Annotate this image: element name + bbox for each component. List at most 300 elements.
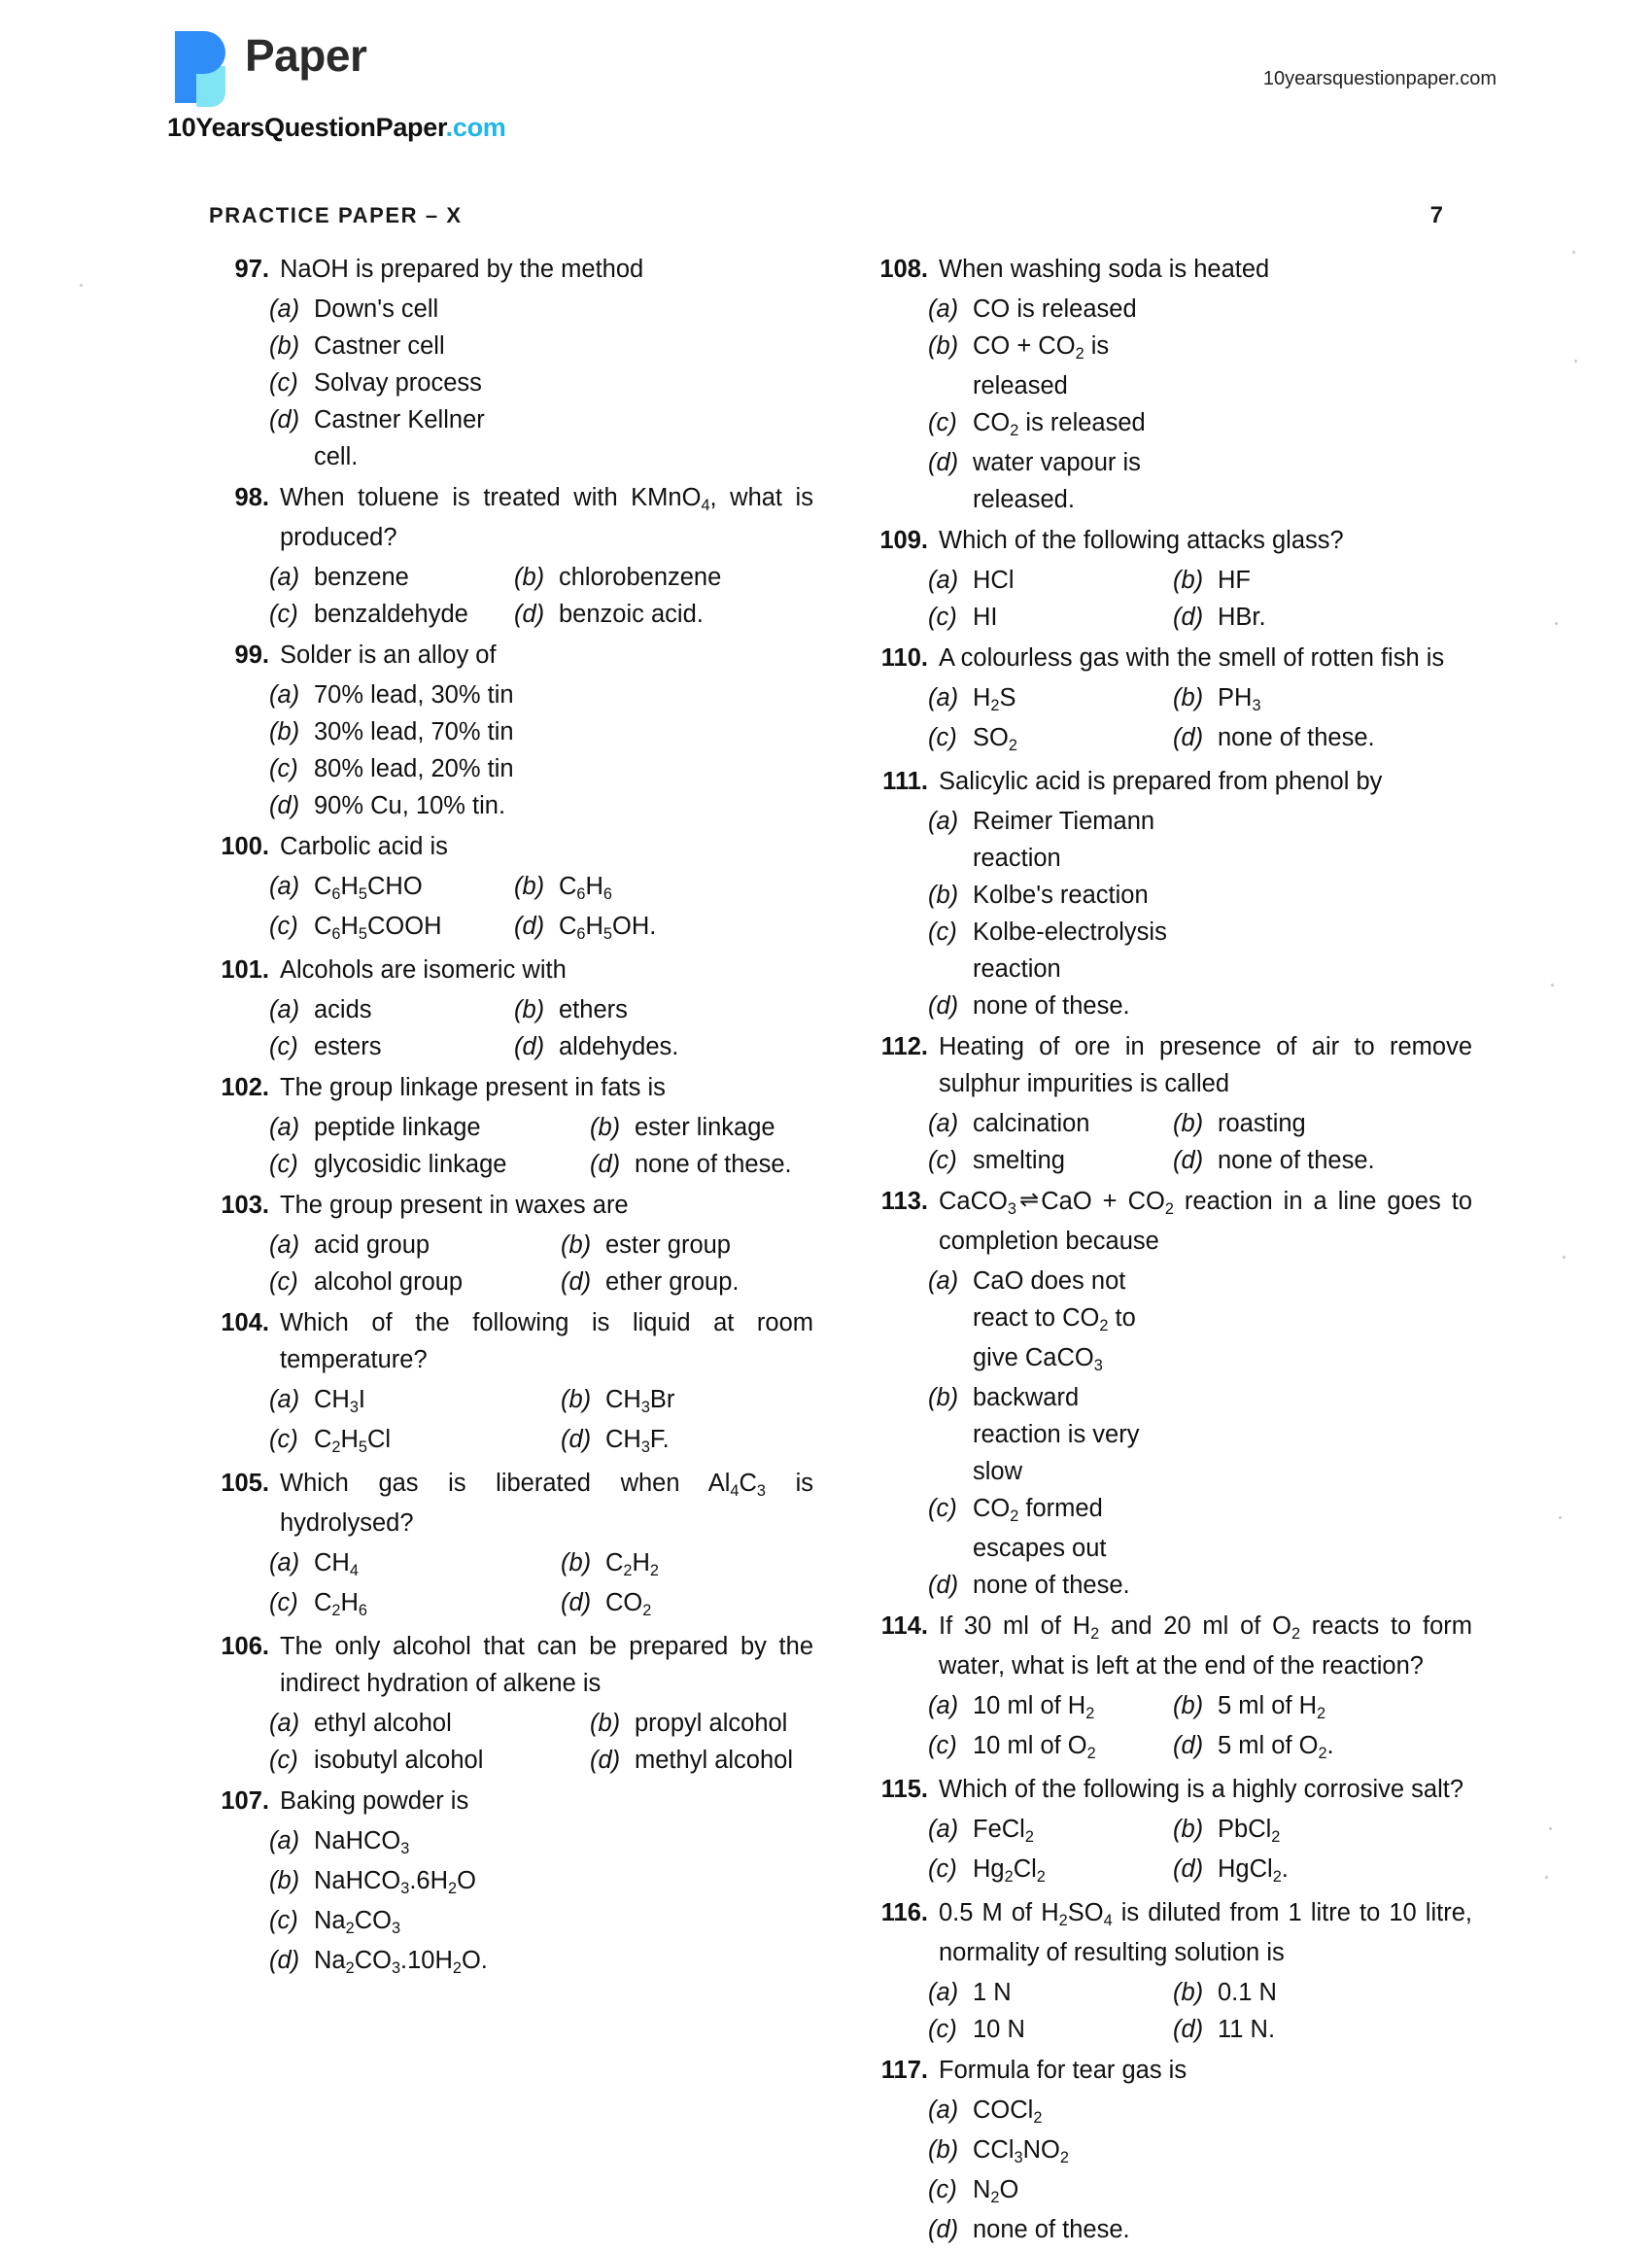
left-question-column [209, 251, 813, 2252]
option-item[interactable] [590, 1705, 787, 1742]
option-item[interactable] [1173, 1142, 1375, 1179]
question-text: When washing soda is heated [939, 256, 1270, 283]
right-question-column [868, 251, 1472, 2252]
option-row [928, 914, 1472, 987]
option-item[interactable] [1173, 719, 1375, 759]
option-value: Reimer Tiemann reaction [973, 808, 1155, 872]
option-item[interactable] [928, 291, 1173, 328]
option-value: backward reaction is very slow [973, 1384, 1140, 1485]
option-value: $H_2S$ [973, 684, 1016, 714]
question-number: 112. [880, 1033, 928, 1060]
option-value: propyl alcohol [635, 1710, 788, 1737]
question-text: Formula for tear gas is [939, 2057, 1187, 2084]
option-row [928, 679, 1472, 719]
option-label: (b) [1173, 1110, 1204, 1137]
option-item[interactable] [928, 914, 1173, 987]
option-item[interactable] [269, 328, 514, 364]
site-name-tld: .com [445, 113, 506, 142]
option-item[interactable] [928, 1727, 1173, 1767]
option-label: (a) [269, 1386, 300, 1413]
question-text: The only alcohol that can be prepared by the indirect hydration of alkene is [280, 1633, 813, 1697]
option-label: (b) [269, 332, 300, 360]
option-item[interactable] [269, 1584, 561, 1624]
option-list [269, 1705, 813, 1779]
question-text: Heating of ore in presence of air to remove sulphur impurities is called [939, 1033, 1472, 1097]
option-label: (c) [269, 1747, 298, 1774]
question-block [209, 1628, 813, 1779]
question-text: NaOH is prepared by the method [280, 256, 644, 283]
option-item[interactable] [928, 877, 1173, 914]
option-item[interactable] [590, 1146, 792, 1183]
option-row [928, 2092, 1472, 2131]
option-item[interactable] [928, 803, 1173, 877]
option-item[interactable] [269, 787, 514, 824]
option-list [928, 2092, 1472, 2248]
option-item[interactable] [269, 1028, 514, 1065]
option-item[interactable] [928, 1490, 1173, 1567]
option-item[interactable] [269, 991, 514, 1028]
option-row [269, 1227, 813, 1264]
option-item[interactable] [269, 1109, 590, 1146]
option-row [928, 987, 1472, 1024]
option-value: 90% Cu, 10% tin. [314, 792, 506, 819]
option-item[interactable] [928, 1811, 1173, 1851]
option-label: (b) [1173, 1979, 1204, 2006]
question-block [868, 1183, 1472, 1604]
question-stem [209, 1187, 813, 1224]
option-list [269, 1381, 813, 1461]
option-row [928, 877, 1472, 914]
option-label: (b) [1173, 684, 1204, 711]
question-stem [868, 763, 1472, 800]
option-row [928, 2011, 1472, 2048]
option-list [269, 1544, 813, 1624]
option-value: calcination [973, 1110, 1090, 1137]
option-item[interactable] [928, 1263, 1173, 1379]
option-list [928, 1105, 1472, 1179]
option-row [928, 599, 1472, 636]
option-row [269, 1705, 813, 1742]
question-stem [868, 1771, 1472, 1808]
option-row [269, 868, 813, 908]
option-item[interactable] [590, 1109, 775, 1146]
option-label: (b) [928, 2136, 959, 2164]
option-item[interactable] [1173, 599, 1266, 636]
option-list [928, 562, 1472, 636]
option-item[interactable] [928, 1974, 1173, 2011]
option-row [928, 562, 1472, 599]
option-label: (d) [1173, 1147, 1204, 1174]
option-value: none of these. [635, 1151, 792, 1178]
option-value: $CH_3Br$ [605, 1386, 675, 1416]
option-item[interactable] [269, 1544, 561, 1584]
option-value: COCl$_2$ [973, 2096, 1043, 2127]
question-number: 110. [880, 644, 928, 672]
question-block [209, 637, 813, 824]
option-value: $C_2H_2$ [605, 1549, 659, 1579]
option-row [928, 328, 1472, 404]
question-block [209, 1783, 813, 1982]
option-item[interactable] [590, 1742, 793, 1779]
option-value: 30% lead, 70% tin [314, 718, 514, 745]
page-running-head [209, 202, 1443, 229]
option-label: (c) [269, 1151, 298, 1178]
option-item[interactable] [928, 328, 1173, 404]
question-block [209, 479, 813, 633]
option-label: (a) [269, 1710, 300, 1737]
option-value: ether group. [605, 1268, 740, 1296]
option-row [928, 2131, 1472, 2171]
option-item[interactable] [514, 596, 704, 633]
option-item[interactable] [269, 596, 514, 633]
option-item[interactable] [928, 679, 1173, 719]
option-item[interactable] [561, 1421, 670, 1461]
option-item[interactable] [561, 1264, 740, 1300]
option-value: $SO_2$ [973, 724, 1017, 754]
option-item[interactable] [928, 2092, 1173, 2131]
option-label: (a) [269, 564, 300, 591]
option-label: (c) [269, 755, 298, 782]
option-value: NaHCO$_3$ [314, 1827, 410, 1857]
option-item[interactable] [928, 562, 1173, 599]
site-name [167, 113, 506, 143]
option-item[interactable] [269, 1264, 561, 1300]
option-list [269, 1822, 813, 1982]
question-block [868, 1771, 1472, 1890]
option-value: acids [314, 996, 372, 1023]
question-text: A colourless gas with the smell of rotten fish is [939, 644, 1445, 672]
option-value: $CO_2$ formed escapes out [973, 1495, 1107, 1562]
option-label: (a) [928, 295, 959, 323]
scan-speck [1555, 622, 1558, 625]
question-number: 108. [879, 256, 928, 283]
option-row [269, 596, 813, 633]
option-item[interactable] [1173, 2011, 1275, 2048]
option-value: ethers [559, 996, 628, 1023]
question-text: Which of the following attacks glass? [939, 527, 1344, 554]
brand-logo-group [167, 27, 366, 107]
option-list [928, 291, 1472, 518]
site-name-main: 10YearsQuestionPaper [167, 113, 446, 142]
question-stem [868, 1608, 1472, 1684]
option-label: (b) [561, 1549, 592, 1576]
option-item[interactable] [269, 1902, 514, 1942]
option-item[interactable] [269, 559, 514, 596]
question-stem [209, 1069, 813, 1106]
question-stem [868, 2052, 1472, 2089]
option-item[interactable] [269, 1705, 590, 1742]
option-item[interactable] [561, 1227, 731, 1264]
option-label: (d) [1173, 2016, 1204, 2043]
option-item[interactable] [928, 2011, 1173, 2048]
option-row [269, 1381, 813, 1421]
option-label: (c) [928, 409, 957, 436]
option-label: (c) [269, 369, 298, 397]
option-row [269, 1822, 813, 1862]
option-item[interactable] [269, 1146, 590, 1183]
scan-speck [1549, 1827, 1552, 1830]
option-item[interactable] [514, 991, 628, 1028]
option-label: (d) [561, 1589, 592, 1616]
question-text: The group linkage present in fats is [280, 1074, 666, 1101]
option-item[interactable] [928, 2211, 1173, 2248]
option-list [269, 868, 813, 948]
option-item[interactable] [928, 599, 1173, 636]
option-item[interactable] [928, 1142, 1173, 1179]
option-item[interactable] [1173, 1105, 1306, 1142]
question-number: 106. [221, 1633, 269, 1660]
option-row [928, 1567, 1472, 1604]
option-row [269, 787, 813, 824]
option-row [269, 1902, 813, 1942]
option-item[interactable] [928, 1379, 1173, 1490]
scan-speck [1559, 1516, 1562, 1519]
option-item[interactable] [1173, 1687, 1325, 1727]
question-number: 113. [880, 1188, 928, 1215]
option-item[interactable] [269, 401, 514, 475]
option-label: (c) [269, 601, 298, 628]
option-value: peptide linkage [314, 1114, 481, 1141]
option-value: 11 N. [1218, 2016, 1276, 2043]
question-block [209, 1304, 813, 1461]
option-value: $Na_2CO_3.10H_2O$. [314, 1947, 488, 1977]
option-value: HF [1218, 567, 1251, 594]
option-value: HCl [973, 567, 1015, 594]
option-row [928, 1490, 1472, 1567]
question-number: 104. [221, 1309, 269, 1336]
option-label: (a) [269, 1549, 300, 1576]
option-value: 5 ml of $H_2$ [1218, 1692, 1326, 1722]
option-label: (c) [928, 1495, 957, 1522]
option-item[interactable] [1173, 1851, 1289, 1890]
option-item[interactable] [269, 1227, 561, 1264]
question-stem [209, 479, 813, 556]
option-label: (d) [1173, 1855, 1204, 1883]
question-stem [209, 1465, 813, 1542]
option-label: (c) [928, 724, 957, 751]
option-label: (d) [514, 601, 545, 628]
option-label: (b) [590, 1710, 621, 1737]
option-label: (b) [561, 1231, 592, 1259]
option-item[interactable] [928, 1105, 1173, 1142]
option-item[interactable] [514, 559, 721, 596]
option-item[interactable] [928, 2131, 1173, 2171]
option-value: CaO does not react to $CO_2$ to give CaCO$_3$ [973, 1267, 1136, 1374]
option-label: (a) [269, 295, 300, 323]
option-item[interactable] [1173, 1811, 1280, 1851]
question-number: 111. [882, 768, 928, 795]
option-row [269, 401, 813, 475]
option-label: (d) [1173, 724, 1204, 751]
option-value: HgCl$_2$. [1218, 1855, 1289, 1886]
option-item[interactable] [1173, 679, 1261, 719]
option-label: (c) [928, 1732, 957, 1759]
option-label: (b) [514, 996, 545, 1023]
question-stem [868, 522, 1472, 559]
question-text: Baking powder is [280, 1787, 469, 1815]
question-number: 101. [221, 956, 269, 984]
option-label: (c) [928, 918, 957, 946]
question-block [209, 828, 813, 948]
option-item[interactable] [269, 291, 514, 328]
option-row [269, 908, 813, 948]
question-stem [209, 828, 813, 865]
option-value: esters [314, 1033, 382, 1060]
option-label: (c) [269, 1426, 298, 1453]
option-item[interactable] [1173, 1727, 1334, 1767]
option-item[interactable] [928, 1851, 1173, 1890]
scan-speck [1574, 360, 1577, 363]
option-label: (a) [928, 808, 959, 835]
option-value: benzene [314, 564, 409, 591]
question-number: 99. [234, 641, 269, 669]
option-value: Down's cell [314, 295, 439, 323]
option-item[interactable] [928, 1687, 1173, 1727]
option-list [928, 1974, 1472, 2048]
option-item[interactable] [269, 1942, 514, 1982]
option-value: 1 N [973, 1979, 1012, 2006]
option-label: (d) [590, 1151, 621, 1178]
option-label: (c) [269, 1589, 298, 1616]
option-item[interactable] [269, 676, 514, 713]
option-value: smelting [973, 1147, 1065, 1174]
option-label: (b) [1173, 1816, 1204, 1843]
question-text: Carbolic acid is [280, 833, 448, 860]
question-number: 100. [221, 833, 269, 860]
option-item[interactable] [269, 1822, 514, 1862]
option-value: $C_6H_5COOH$ [314, 913, 442, 943]
option-label: (b) [928, 1384, 959, 1411]
option-list [928, 803, 1472, 1024]
question-block [209, 1069, 813, 1183]
option-item[interactable] [561, 1584, 651, 1624]
option-item[interactable] [928, 987, 1173, 1024]
option-value: 80% lead, 20% tin [314, 755, 514, 782]
question-stem [209, 1783, 813, 1819]
option-value: Castner Kellner cell. [314, 406, 485, 470]
option-item[interactable] [928, 404, 1173, 444]
option-item[interactable] [269, 713, 514, 750]
option-item[interactable] [928, 2171, 1173, 2211]
option-value: $CO_2$ is released [973, 409, 1146, 439]
option-label: (a) [269, 996, 300, 1023]
option-label: (a) [928, 1267, 959, 1295]
option-item[interactable] [269, 1421, 561, 1461]
option-label: (c) [269, 1268, 298, 1296]
option-label: (d) [514, 1033, 545, 1060]
option-label: (d) [269, 792, 300, 819]
question-number: 116. [880, 1899, 928, 1926]
option-value: $CCl_3NO_2$ [973, 2136, 1069, 2166]
option-value: none of these. [1218, 724, 1375, 751]
option-value: roasting [1218, 1110, 1306, 1137]
option-value: ethyl alcohol [314, 1710, 452, 1737]
question-number: 98. [234, 484, 269, 511]
scan-speck [80, 284, 83, 287]
option-value: CO + $CO_2$ is released [973, 332, 1110, 399]
option-row [269, 559, 813, 596]
option-list [928, 1263, 1472, 1604]
option-item[interactable] [928, 444, 1173, 518]
option-label: (c) [269, 1907, 298, 1934]
option-item[interactable] [269, 750, 514, 787]
option-item[interactable] [269, 868, 514, 908]
option-value: methyl alcohol [635, 1747, 793, 1774]
option-label: (a) [269, 873, 300, 900]
option-item[interactable] [561, 1381, 674, 1421]
option-item[interactable] [514, 908, 656, 948]
option-item[interactable] [514, 1028, 678, 1065]
option-row [928, 1142, 1472, 1179]
option-value: PbCl$_2$ [1218, 1816, 1281, 1846]
option-item[interactable] [269, 908, 514, 948]
option-list [269, 559, 813, 633]
question-text: Salicylic acid is prepared from phenol by [939, 768, 1383, 795]
question-number: 102. [221, 1074, 269, 1101]
question-number: 114. [880, 1612, 928, 1640]
option-value: $C_6H_6$ [559, 873, 612, 903]
option-row [269, 1742, 813, 1779]
option-value: none of these. [1218, 1147, 1375, 1174]
option-row [928, 2171, 1472, 2211]
option-value: $C_6H_5OH$. [559, 913, 657, 943]
option-label: (d) [1173, 1732, 1204, 1759]
option-item[interactable] [269, 364, 514, 401]
option-value: ester group [605, 1231, 731, 1259]
option-item[interactable] [1173, 562, 1251, 599]
option-item[interactable] [561, 1544, 659, 1584]
option-item[interactable] [928, 719, 1173, 759]
option-value: none of these. [973, 2216, 1130, 2243]
option-item[interactable] [269, 1381, 561, 1421]
option-value: 10 N [973, 2016, 1025, 2043]
option-label: (a) [928, 1110, 959, 1137]
option-item[interactable] [269, 1742, 590, 1779]
option-item[interactable] [928, 1567, 1173, 1604]
option-item[interactable] [514, 868, 612, 908]
option-value: $PH_3$ [1218, 684, 1261, 714]
option-row [928, 1974, 1472, 2011]
option-row [928, 1851, 1472, 1890]
question-block [868, 251, 1472, 518]
option-row [928, 1105, 1472, 1142]
option-label: (d) [269, 1947, 300, 1974]
question-text: When toluene is treated with KMnO$_4$, what is produced? [280, 484, 813, 551]
question-block [209, 251, 813, 475]
option-row [269, 291, 813, 328]
question-text: If 30 ml of $H_2$ and 20 ml of $O_2$ reacts to form water, what is left at the end of the reaction? [939, 1612, 1472, 1680]
question-text: Which of the following is liquid at room temperature? [280, 1309, 813, 1373]
question-text: Solder is an alloy of [280, 641, 497, 669]
option-value: HI [973, 604, 998, 631]
option-row [269, 1421, 813, 1461]
option-row [269, 750, 813, 787]
page-number: 7 [1429, 202, 1443, 228]
option-value: benzaldehyde [314, 601, 468, 628]
option-label: (a) [269, 1114, 300, 1141]
option-label: (b) [514, 873, 545, 900]
question-block [868, 522, 1472, 636]
option-item[interactable] [269, 1862, 514, 1902]
option-item[interactable] [1173, 1974, 1277, 2011]
question-number: 115. [880, 1776, 928, 1803]
paper-logo-icon [167, 27, 231, 107]
option-list [269, 1109, 813, 1183]
option-value: $C_2H_5Cl$ [314, 1426, 392, 1456]
option-label: (c) [928, 2016, 957, 2043]
question-stem [868, 640, 1472, 676]
scan-speck [1563, 1256, 1566, 1259]
